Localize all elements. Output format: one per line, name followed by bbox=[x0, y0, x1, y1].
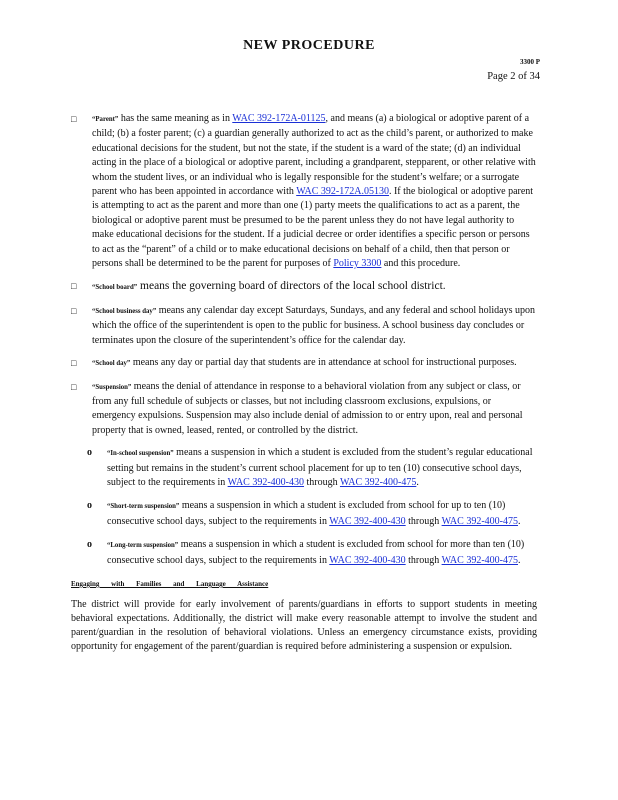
square-bullet-icon: □ bbox=[71, 281, 77, 292]
definition-text: means any day or partial day that students are in attendance at school for instructional purposes. bbox=[130, 357, 517, 369]
page-number: Page 2 of 34 bbox=[487, 71, 540, 82]
wac-link[interactable]: WAC 392-400-430 bbox=[227, 476, 305, 488]
circle-bullet-icon: o bbox=[87, 500, 92, 512]
section-body: The district will provide for early involvement of parents/guardians in efforts to support students in meeting behavioral expectations. Additionally, the district will make every reasonable attempt to involve the student and parent/guardian in the resolution of behavioral violations. Unless an emergency circumstance exists, providing opportunity for engagement of the parent/guardian is required before administering a suspension or expulsion. bbox=[71, 598, 537, 652]
definition-school-board bbox=[71, 279, 537, 295]
square-bullet-icon: □ bbox=[71, 381, 77, 392]
wac-link[interactable]: WAC 392-400-475 bbox=[441, 554, 518, 566]
definition-text: . bbox=[517, 554, 521, 566]
suspension-type-long-term bbox=[87, 538, 537, 568]
definition-text: through bbox=[304, 476, 340, 488]
definition-text: means a suspension in which a student is excluded from school for up to ten (10) consecutive school days, subject to the requirements in bbox=[107, 500, 506, 527]
wac-link[interactable]: WAC 392-172A-01125 bbox=[232, 113, 326, 124]
circle-bullet-icon: o bbox=[87, 539, 92, 551]
suspension-type-short-term bbox=[87, 499, 537, 529]
square-bullet-icon: □ bbox=[71, 114, 77, 124]
definition-term: “In-school suspension” bbox=[107, 450, 174, 458]
wac-link[interactable]: WAC 392-400-475 bbox=[441, 515, 518, 527]
wac-link[interactable]: WAC 392-400-430 bbox=[329, 554, 406, 566]
definition-text: through bbox=[405, 515, 442, 527]
definition-term: “Parent” bbox=[92, 116, 119, 123]
definition-text: means a suspension in which a student is excluded from school for more than ten (10) consecutive school days, subject to the requirements in bbox=[107, 539, 525, 566]
definition-parent bbox=[71, 112, 537, 271]
definition-school-business-day bbox=[71, 304, 537, 348]
definition-text: and this procedure. bbox=[381, 258, 461, 270]
definition-text: means any calendar day except Saturdays, Sundays, and any federal and school holidays upon which the office of the superintendent is open to the public for business. A school business day concludes or terminates upon the closure of the superintendent’s office for the calendar day. bbox=[92, 304, 535, 346]
definition-term: “School board” bbox=[92, 284, 138, 292]
wac-link[interactable]: WAC 392-172A.05130 bbox=[296, 186, 389, 198]
definition-text: . bbox=[517, 515, 521, 527]
definition-term: “Suspension” bbox=[92, 383, 132, 391]
definition-text: means a suspension in which a student is excluded from the student’s regular educational setting but remains in the student’s current school placement for up to ten (10) consecutive school days, subject to the requirements in bbox=[107, 447, 533, 488]
procedure-code: 3300 P bbox=[519, 58, 540, 66]
section-heading: Engaging with Families and Language Assistance bbox=[71, 579, 269, 588]
definition-term: “School day” bbox=[92, 360, 131, 368]
square-bullet-icon: □ bbox=[71, 358, 77, 369]
definition-text: has the same meaning as in bbox=[118, 113, 233, 124]
page-title: NEW PROCEDURE bbox=[243, 38, 375, 53]
policy-link[interactable]: Policy 3300 bbox=[333, 258, 382, 270]
wac-link[interactable]: WAC 392-400-430 bbox=[329, 515, 406, 527]
definition-suspension bbox=[71, 380, 537, 439]
square-bullet-icon: □ bbox=[71, 305, 77, 316]
suspension-type-in-school bbox=[87, 446, 537, 490]
document-body bbox=[71, 112, 537, 654]
definition-term: “Short-term suspension” bbox=[107, 503, 180, 511]
definition-text: through bbox=[405, 554, 442, 566]
circle-bullet-icon: o bbox=[87, 447, 92, 459]
definition-text: means the denial of attendance in response to a behavioral violation from any subject or class, or from any full schedule of subjects or classes, but not including classroom exclusions, expulsions, or emergency expulsions. Suspension may also include denial of admission to or entry upon, real and personal property that is owned, leased, rented, or controlled by the district. bbox=[92, 380, 523, 436]
definition-text: , and means (a) a biological or adoptive parent of a child; (b) a foster parent; (c) a guardian generally authorized to act as the child’s parent, or authorized to make educational decisions for the student, but not the state, if the student is a ward of the state; (d) an individual acting in the place of a biological or adoptive parent, including a grandparent, stepparent, or other relative with whom the student lives, or an individual who is legally responsible for the student’s welfare; or a surrogate parent who has been appointed in accordance with bbox=[92, 113, 536, 198]
definition-text: . If the biological or adoptive parent is attempting to act as the parent and more than one (1) party meets the qualifications to act as a parent, the biological or adoptive parent must be presumed to be the parent unless they do not have legal authority to make educational decisions for the student. If a judicial decree or order identifies a specific person or persons to act as the “parent” of a child or to make educational decisions on behalf of a child, then that person or persons shall be determined to be the parent for purposes of bbox=[92, 186, 534, 270]
definition-term: “Long-term suspension” bbox=[107, 542, 179, 550]
definition-text: means the governing board of directors of the local school district. bbox=[137, 280, 446, 293]
wac-link[interactable]: WAC 392-400-475 bbox=[339, 476, 417, 488]
definition-term: “School business day” bbox=[92, 307, 157, 315]
definition-school-day bbox=[71, 356, 537, 371]
definition-text: . bbox=[416, 476, 419, 488]
